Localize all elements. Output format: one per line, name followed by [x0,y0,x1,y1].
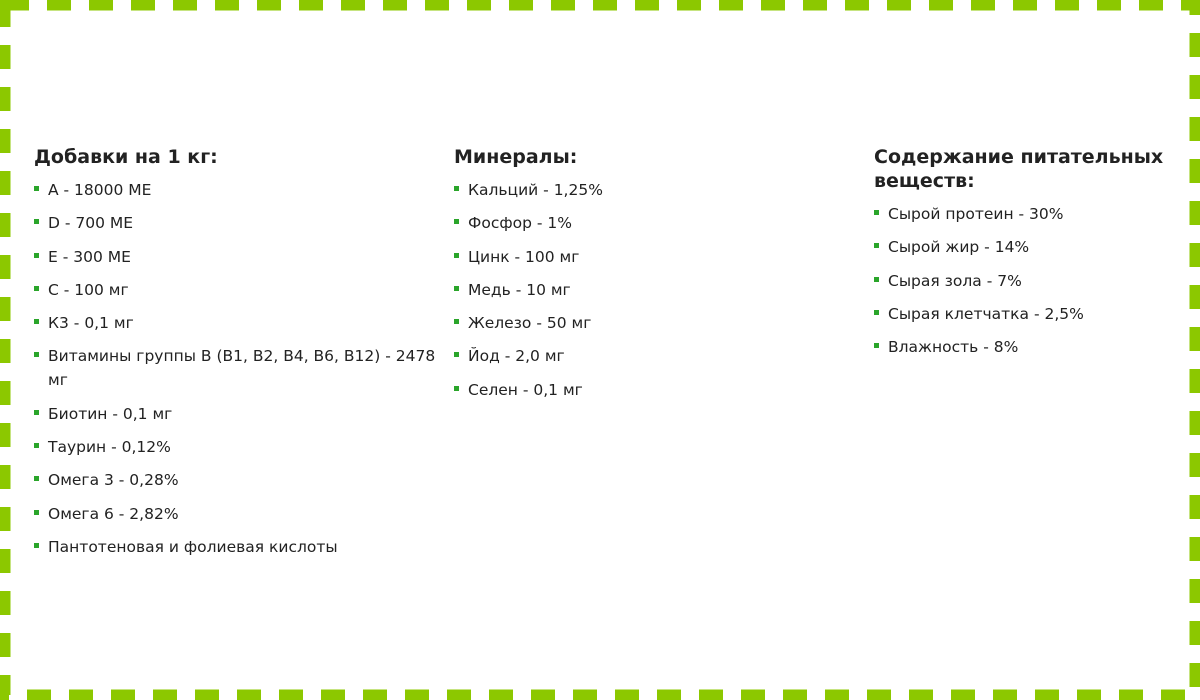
nutrition-columns [34,145,1174,568]
list-item [874,269,1174,293]
list-item [874,202,1174,226]
minerals-title: Минералы: [454,146,578,168]
square-bullet-icon [34,443,39,448]
list-item-text: Йод - 2,0 мг [468,347,565,366]
list-item-text: Омега 3 - 0,28% [48,471,179,490]
square-bullet-icon [874,210,879,215]
square-bullet-icon [34,219,39,224]
list-item-text: D - 700 МЕ [48,214,134,233]
square-bullet-icon [34,286,39,291]
square-bullet-icon [34,253,39,258]
square-bullet-icon [454,319,459,324]
square-bullet-icon [454,352,459,357]
list-item-text: Медь - 10 мг [468,280,571,299]
list-item [874,335,1174,359]
list-item-text: Сырой жир - 14% [888,238,1030,257]
list-item-text: Кальций - 1,25% [468,181,603,199]
square-bullet-icon [34,476,39,481]
list-item-text: Селен - 0,1 мг [468,380,583,399]
supplements-title: Добавки на 1 кг: [34,146,218,168]
square-bullet-icon [454,219,459,224]
square-bullet-icon [454,386,459,391]
list-item [454,245,874,269]
square-bullet-icon [454,286,459,291]
list-item-text: E - 300 МЕ [48,247,131,266]
nutrients-section [874,145,1174,568]
square-bullet-icon [874,310,879,315]
square-bullet-icon [34,410,39,415]
list-item [874,302,1174,326]
nutrients-list [874,202,1174,359]
square-bullet-icon [34,186,39,191]
square-bullet-icon [454,253,459,258]
list-item-text: Сырая клетчатка - 2,5% [888,304,1084,323]
list-item [454,344,874,368]
list-item [34,344,454,392]
list-item [34,535,454,559]
list-item-text: Омега 6 - 2,82% [48,504,179,523]
nutrients-title: Содержание питательных веществ: [874,146,1164,192]
list-item [34,278,454,302]
list-item [34,178,454,202]
list-item [454,211,874,235]
list-item-text: Витамины группы В (В1, В2, В4, В6, В12) - 2478 мг [48,347,436,390]
square-bullet-icon [454,186,459,191]
list-item-text: К3 - 0,1 мг [48,314,134,333]
square-bullet-icon [874,343,879,348]
list-item-text: Пантотеновая и фолиевая кислоты [48,537,338,556]
list-item [454,178,874,202]
list-item-text: Сырая зола - 7% [888,271,1022,290]
list-item [454,378,874,402]
minerals-list [454,178,874,402]
list-item-text: Таурин - 0,12% [48,438,171,457]
square-bullet-icon [34,543,39,548]
square-bullet-icon [34,510,39,515]
list-item [874,235,1174,259]
list-item-text: C - 100 мг [48,280,129,299]
list-item [454,311,874,335]
list-item-text: Железо - 50 мг [468,314,592,333]
list-item [34,311,454,335]
supplements-section [34,145,454,568]
supplements-list [34,178,454,559]
list-item [34,435,454,459]
list-item-text: Фосфор - 1% [468,214,572,233]
square-bullet-icon [874,243,879,248]
list-item-text: Сырой протеин - 30% [888,205,1064,223]
square-bullet-icon [874,277,879,282]
list-item [34,502,454,526]
minerals-section [454,145,874,568]
list-item [454,278,874,302]
list-item-text: Биотин - 0,1 мг [48,404,173,423]
square-bullet-icon [34,352,39,357]
list-item [34,211,454,235]
list-item-text: Влажность - 8% [888,338,1019,357]
list-item-text: Цинк - 100 мг [468,247,580,266]
list-item-text: A - 18000 МЕ [48,181,152,199]
square-bullet-icon [34,319,39,324]
list-item [34,245,454,269]
list-item [34,402,454,426]
list-item [34,468,454,492]
